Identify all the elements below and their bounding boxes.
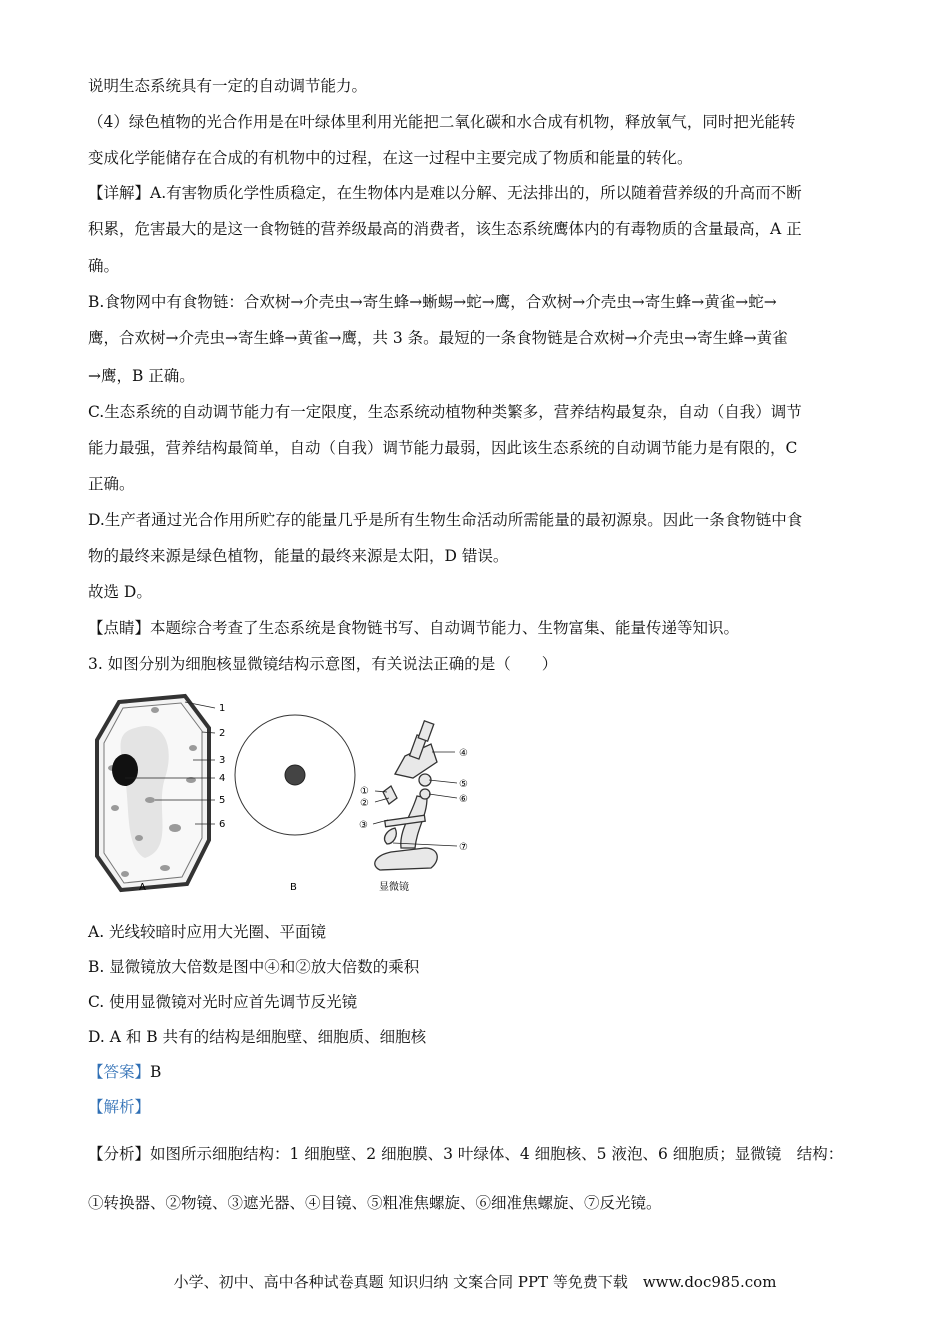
option-b: B. 显微镜放大倍数是图中④和②放大倍数的乘积 xyxy=(88,958,420,976)
text-line: D.生产者通过光合作用所贮存的能量几乎是所有生物生命活动所需能量的最初源泉。因此一条食物链中食 xyxy=(88,511,803,529)
option-c: C. 使用显微镜对光时应首先调节反光镜 xyxy=(88,993,358,1011)
text-line: 确。 xyxy=(88,257,120,275)
text-line: 【点睛】本题综合考查了生态系统是食物链书写、自动调节能力、生物富集、能量传递等知识。 xyxy=(88,619,740,637)
microscope-drawing xyxy=(375,721,437,870)
page-footer: 小学、初中、高中各种试卷真题 知识归纳 文案合同 PPT 等免费下载 www.doc985.com xyxy=(173,1273,777,1291)
text-line: 物的最终来源是绿色植物，能量的最终来源是太阳，D 错误。 xyxy=(88,547,509,565)
animal-cell-b xyxy=(235,715,355,835)
cell-label-4: 4 xyxy=(219,773,226,784)
text-line: 【详解】A.有害物质化学性质稳定，在生物体内是难以分解、无法排出的，所以随着营养级的升高而不断 xyxy=(88,184,802,202)
cell-label-3: 3 xyxy=(219,755,226,766)
microscope-label-3: ③ xyxy=(359,820,368,831)
answer-row xyxy=(88,1062,161,1082)
figure-drawing xyxy=(95,688,515,898)
microscope-label-2: ② xyxy=(360,798,369,809)
caption-microscope: 显微镜 xyxy=(379,882,409,893)
question-3-stem: 3. 如图分别为细胞核显微镜结构示意图，有关说法正确的是（ ） xyxy=(88,655,558,673)
microscope-label-4: ④ xyxy=(459,748,468,759)
text-line: 正确。 xyxy=(88,475,135,493)
microscope-label-1: ① xyxy=(360,786,369,797)
option-d: D. A 和 B 共有的结构是细胞壁、细胞质、细胞核 xyxy=(88,1028,427,1046)
caption-b: B xyxy=(290,882,297,893)
analysis-label: 【解析】 xyxy=(88,1098,151,1116)
cell-label-2: 2 xyxy=(219,728,226,739)
cell-label-6: 6 xyxy=(219,819,226,830)
text-line: B.食物网中有食物链：合欢树→介壳虫→寄生蜂→蜥蜴→蛇→鹰，合欢树→介壳虫→寄生蜂→黄雀→蛇→ xyxy=(88,293,777,311)
text-line: 积累，危害最大的是这一食物链的营养级最高的消费者，该生态系统鹰体内的有毒物质的含量最高，A 正 xyxy=(88,220,802,238)
cell-microscope-figure xyxy=(95,688,515,898)
text-line: （4）绿色植物的光合作用是在叶绿体里利用光能把二氧化碳和水合成有机物，释放氧气，同时把光能转 xyxy=(88,113,796,131)
option-a: A. 光线较暗时应用大光圈、平面镜 xyxy=(88,923,327,941)
text-line: C.生态系统的自动调节能力有一定限度，生态系统动植物种类繁多，营养结构最复杂，自动（自我）调节 xyxy=(88,403,802,421)
analysis-line: ①转换器、②物镜、③遮光器、④目镜、⑤粗准焦螺旋、⑥细准焦螺旋、⑦反光镜。 xyxy=(88,1194,662,1212)
microscope-label-6: ⑥ xyxy=(459,794,468,805)
answer-value: B xyxy=(150,1063,162,1081)
microscope-label-7: ⑦ xyxy=(459,842,468,853)
text-line: 说明生态系统具有一定的自动调节能力。 xyxy=(88,77,368,95)
caption-a: A xyxy=(139,882,146,893)
answer-label: 【答案】 xyxy=(88,1063,151,1081)
microscope-label-5: ⑤ xyxy=(459,779,468,790)
plant-cell-a xyxy=(97,696,215,890)
text-line: 鹰，合欢树→介壳虫→寄生蜂→黄雀→鹰，共 3 条。最短的一条食物链是合欢树→介壳虫→寄生蜂→黄雀 xyxy=(88,329,788,347)
text-line: 故选 D。 xyxy=(88,583,152,601)
analysis-line: 【分析】如图所示细胞结构：1 细胞壁、2 细胞膜、3 叶绿体、4 细胞核、5 液泡、6 细胞质；显微镜 结构： xyxy=(88,1145,844,1163)
text-line: 变成化学能储存在合成的有机物中的过程，在这一过程中主要完成了物质和能量的转化。 xyxy=(88,149,693,167)
text-line: 能力最强，营养结构最简单，自动（自我）调节能力最弱，因此该生态系统的自动调节能力是有限的，C xyxy=(88,439,798,457)
text-line: →鹰，B 正确。 xyxy=(88,367,195,385)
cell-label-5: 5 xyxy=(219,795,226,806)
cell-label-1: 1 xyxy=(219,703,226,714)
